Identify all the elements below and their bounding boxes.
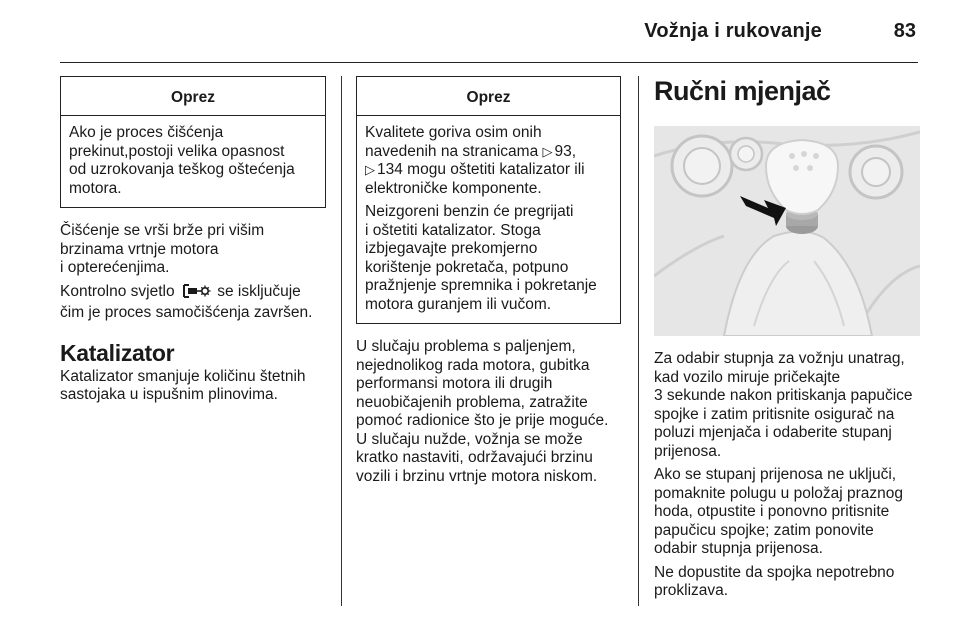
paragraph: [60, 222, 326, 278]
header-title: Vožnja i rukovanje: [644, 20, 822, 42]
text-line: vozili i brzinu vrtnje motora niskom.: [356, 467, 598, 485]
column-middle: [356, 76, 621, 486]
text-line: sastojaka u ispušnim plinovima.: [60, 386, 278, 403]
caution-paragraph: [365, 203, 612, 314]
caution-box: [60, 76, 326, 208]
text-segment: se isključuje: [217, 282, 301, 300]
paragraph: [654, 466, 920, 559]
text-line: hoda, otpustite i ponovno pritisnite: [654, 503, 890, 520]
caution-line: elektroničke komponente.: [365, 179, 542, 197]
section-heading: Katalizator: [60, 339, 175, 366]
text-segment: navedenih na stranicama: [365, 142, 539, 160]
page-reference: 93,: [554, 142, 577, 160]
gear-shift-illustration: [654, 126, 920, 336]
caution-line: od uzrokovanja teškog oštećenja: [69, 161, 295, 178]
text-line: pomaknite polugu u položaj praznog: [654, 484, 904, 502]
text-line: Katalizator smanjuje količinu štetnih: [60, 367, 306, 385]
caution-line: [365, 161, 612, 180]
text-segment: Kontrolno svjetlo: [60, 282, 175, 300]
caution-line: pražnjenje spremnika i pokretanje: [365, 277, 597, 294]
page-number: 83: [893, 20, 916, 42]
text-line: papučicu spojke; zatim ponovite: [654, 521, 874, 539]
paragraph: [654, 564, 920, 601]
paragraph: [60, 368, 326, 405]
text-line: Čišćenje se vrši brže pri višim: [60, 222, 265, 239]
section-heading: Ručni mjenjač: [654, 76, 831, 106]
text-line: pomoć radionice što je prije moguće.: [356, 412, 609, 429]
text-line: nejednolikog rada motora, gubitka: [356, 356, 590, 374]
text-line: neuobičajenih problema, zatražite: [356, 393, 588, 411]
caution-box: [356, 76, 621, 324]
caution-line: Kvalitete goriva osim onih: [365, 124, 542, 141]
text-line: kad vozilo miruje pričekajte: [654, 368, 841, 386]
text-line: čim je proces samočišćenja završen.: [60, 304, 313, 321]
page-header: [60, 0, 918, 63]
paragraph: [60, 283, 326, 323]
caution-line: korištenje pokretača, potpuno: [365, 258, 569, 276]
reference-arrow-icon: ▷: [365, 162, 375, 177]
text-line: i opterećenjima.: [60, 259, 170, 276]
caution-title: Oprez: [357, 77, 620, 116]
text-line: Ne dopustite da spojka nepotrebno: [654, 563, 895, 581]
column-divider: [638, 76, 639, 606]
text-line: brzinama vrtnje motora: [60, 240, 219, 258]
paragraph: [356, 338, 621, 486]
text-line: spojke i zatim pritisnite osigurač na: [654, 405, 895, 423]
caution-line: motora.: [69, 179, 122, 197]
reference-arrow-icon: ▷: [542, 143, 553, 159]
text-line: [60, 283, 326, 305]
catalyst-lamp-icon: [181, 283, 211, 305]
paragraph: [654, 350, 920, 461]
text-line: kratko nastaviti, održavajući brzinu: [356, 449, 593, 466]
text-line: U slučaju problema s paljenjem,: [356, 338, 576, 355]
column-divider: [341, 76, 342, 606]
text-line: Za odabir stupnja za vožnju unatrag,: [654, 350, 905, 367]
caution-line: izbjegavajte prekomjerno: [365, 240, 538, 257]
caution-text: [61, 116, 325, 207]
caution-line: motora guranjem ili vučom.: [365, 295, 552, 313]
text-line: proklizava.: [654, 582, 729, 599]
caution-line: i oštetiti katalizator. Stoga: [365, 221, 541, 239]
page-reference: 134 mogu oštetiti katalizator ili: [377, 161, 585, 178]
caution-line: Neizgoreni benzin će pregrijati: [365, 203, 574, 220]
text-line: U slučaju nužde, vožnja se može: [356, 430, 583, 448]
caution-line: prekinut,postoji velika opasnost: [69, 142, 285, 160]
text-line: performansi motora ili drugih: [356, 375, 553, 392]
text-line: odabir stupnja prijenosa.: [654, 540, 823, 557]
column-left: [60, 76, 326, 405]
caution-text: [357, 116, 620, 323]
column-right: [654, 76, 920, 601]
caution-line: Ako je proces čišćenja: [69, 124, 224, 141]
caution-line: [365, 143, 612, 162]
text-line: prijenosa.: [654, 442, 722, 460]
caution-title: Oprez: [61, 77, 325, 116]
text-line: Ako se stupanj prijenosa ne uključi,: [654, 466, 897, 483]
text-line: poluzi mjenjača i odaberite stupanj: [654, 424, 892, 441]
text-line: 3 sekunde nakon pritiskanja papučice: [654, 387, 913, 404]
